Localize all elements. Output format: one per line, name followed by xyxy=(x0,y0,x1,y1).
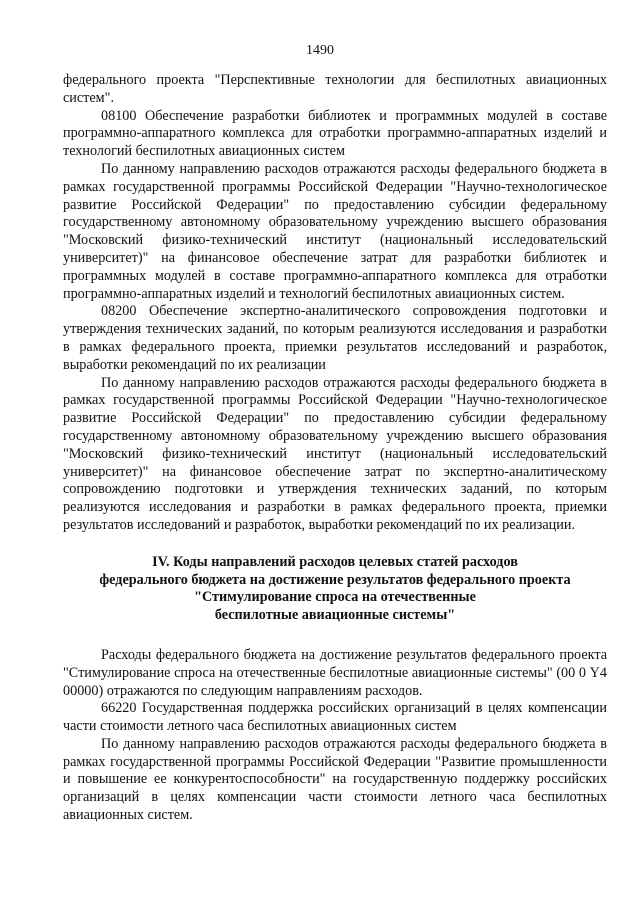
paragraph: По данному направлению расходов отражаются расходы федерального бюджета в рамках государственной программы Российской Федерации "Научно-технологическое развитие Российской Федерации" по предоставлению субсидии федеральному государственному автономному образовательному учреждению высшего образования "Московский физико-технический институт (национальный исследовательский университет)" на финансовое обеспечение затрат по экспертно-аналитическому сопровождению подготовки и утверждения технических заданий, по которым реализуются исследования и разработки в рамках федерального проекта, приемки результатов исследований и разработок, выработки рекомендаций по их реализации. xyxy=(63,374,607,533)
paragraph: 08100 Обеспечение разработки библиотек и программных модулей в составе программно-аппаратного комплекса для отработки программно-аппаратных изделий и технологий беспилотных авиационных систем xyxy=(63,107,607,160)
section-heading-line: "Стимулирование спроса на отечественные xyxy=(194,589,476,606)
paragraph: федерального проекта "Перспективные технологии для беспилотных авиационных систем". xyxy=(63,72,607,106)
section-heading-line: федерального бюджета на достижение результатов федерального проекта xyxy=(99,571,571,588)
page-number: 1490 xyxy=(306,43,334,58)
section-heading-line: беспилотные авиационные системы" xyxy=(214,607,456,624)
document-body xyxy=(63,72,607,825)
paragraph: По данному направлению расходов отражаются расходы федерального бюджета в рамках государственной программы Российской Федерации "Научно-технологическое развитие Российской Федерации" по предоставлению субсидии федеральному государственному автономному образовательному учреждению высшего образования "Московский физико-технический институт (национальный исследовательский университет)" на финансовое обеспечение затрат для разработки библиотек и программных модулей в составе программно-аппаратного комплекса для отработки программно-аппаратных изделий и технологий беспилотных авиационных систем. xyxy=(63,160,607,302)
section-heading-line: IV. Коды направлений расходов целевых статей расходов xyxy=(152,553,518,570)
paragraph: 08200 Обеспечение экспертно-аналитического сопровождения подготовки и утверждения технических заданий, по которым реализуются исследования и разработки в рамках федерального проекта, приемки результатов исследований и разработок, выработки рекомендаций по их реализации xyxy=(63,303,607,373)
paragraph: Расходы федерального бюджета на достижение результатов федерального проекта "Стимулирование спроса на отечественные беспилотные авиационные системы" (00 0 Y4 00000) отражаются по следующим направлениям расходов. xyxy=(63,646,607,699)
paragraph: 66220 Государственная поддержка российских организаций в целях компенсации части стоимости летного часа беспилотных авиационных систем xyxy=(63,700,607,735)
paragraph: По данному направлению расходов отражаются расходы федерального бюджета в рамках государственной программы Российской Федерации "Развитие промышленности и повышение ее конкурентоспособности" на государственную поддержку российских организаций в целях компенсации части стоимости летного часа беспилотных авиационных систем. xyxy=(63,735,607,824)
section-heading xyxy=(63,554,607,625)
